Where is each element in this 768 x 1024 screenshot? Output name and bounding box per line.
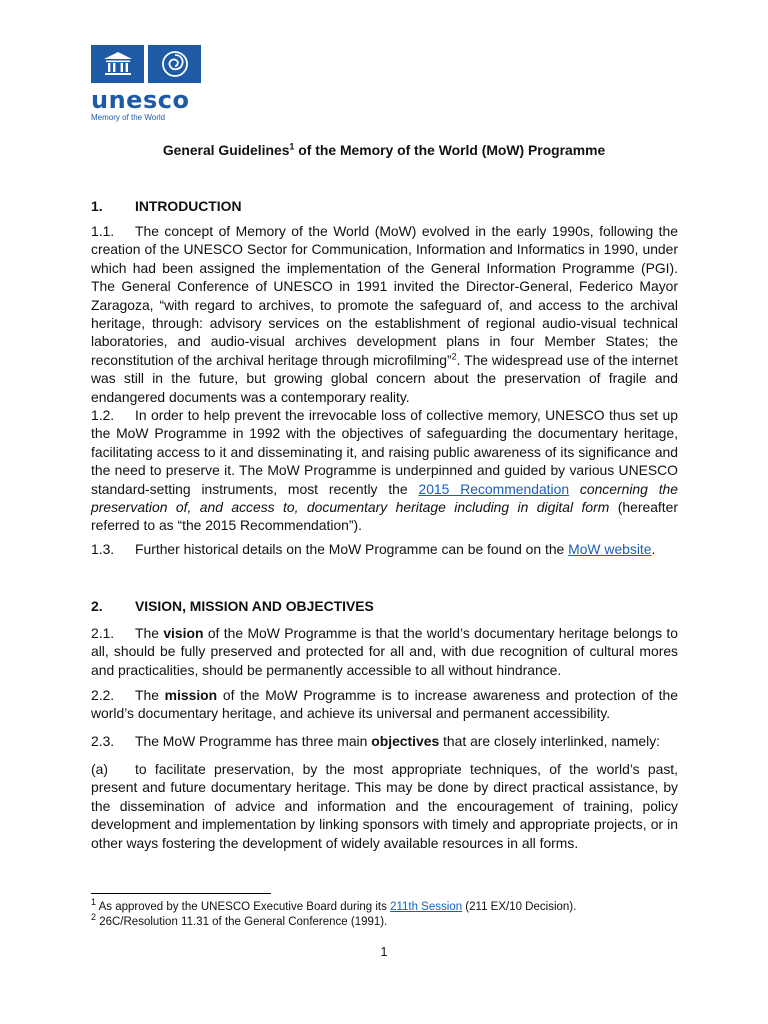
footnote-2: $^2$ 26C/Resolution 11.31 of the General Conference (1991). bbox=[91, 912, 388, 928]
section-heading-introduction: 1. INTRODUCTION bbox=[91, 198, 242, 214]
footnote-divider bbox=[91, 893, 271, 894]
paragraph-1-1: 1.1. The concept of Memory of the World (MoW) evolved in the early 1990s, following the creation of the UNESCO Sector for Communication, Information and Informatics in 1990, under which had been assigned the implementation of the General Information Programme (PGI). The General Conference of UNESCO in 1991 invited the Director-General, Federico Mayor Zaragoza, “with regard to archives, to promote the safeguard of, and access to the archival heritage, through: advisory services on the establishment of regional audio-visual technical laboratories, and audio-visual archives development plans in four Member States; the reconstitution of the archival heritage through microfilming”$^2$. The widespread use of the internet was still in the future, but growing global concern about the preservation of fragile and endangered documents was a contemporary reality. bbox=[91, 223, 678, 405]
spiral-icon bbox=[148, 45, 201, 83]
recommendation-link[interactable]: 2015 Recommendation bbox=[418, 480, 570, 497]
paragraph-2-2: 2.2. The mission of the MoW Programme is to increase awareness and protection of the world’s documentary heritage, and achieve its universal and permanent accessibility. bbox=[91, 687, 678, 722]
section-heading-vision: 2. VISION, MISSION AND OBJECTIVES bbox=[91, 598, 374, 614]
paragraph-1-3: 1.3. Further historical details on the MoW Programme can be found on the MoW website. bbox=[91, 541, 656, 557]
logo-subtitle: Memory of the World bbox=[91, 113, 166, 122]
footnote-1: $^1$ As approved by the UNESCO Executive Board during its 211th Session (211 EX/10 Decision). bbox=[91, 897, 577, 913]
logo-wordmark: unesco bbox=[91, 86, 190, 114]
objective-a: (a) to facilitate preservation, by the most appropriate techniques, of the world’s past, present and future documentary heritage. This may be done by direct practical assistance, by the dissemination of advice and information and the encouragement of training, policy development and implementation by linking sponsors with timely and appropriate projects, or in other ways fostering the development of widely available resources in all forms. bbox=[91, 761, 678, 851]
mow-website-link[interactable]: MoW website bbox=[568, 541, 652, 557]
page-number: 1 bbox=[380, 945, 388, 959]
temple-icon bbox=[91, 45, 144, 83]
paragraph-2-3: 2.3. The MoW Programme has three main objectives that are closely interlinked, namely: bbox=[91, 733, 660, 749]
session-211-link[interactable]: 211th Session bbox=[390, 901, 463, 913]
footnote-ref-1[interactable]: 1 bbox=[289, 141, 295, 152]
footnote-ref-2[interactable]: 2 bbox=[451, 351, 457, 362]
document-title: General Guidelines$^1$ of the Memory of the World (MoW) Programme bbox=[162, 141, 606, 158]
paragraph-2-1: 2.1. The vision of the MoW Programme is that the world’s documentary heritage belongs to all, should be fully preserved and protected for all and, with due recognition of cultural mores and practicalities, should be permanently accessible to all without hindrance. bbox=[91, 625, 678, 678]
unesco-logo bbox=[91, 45, 201, 125]
paragraph-1-2: 1.2. In order to help prevent the irrevocable loss of collective memory, UNESCO thus set up the MoW Programme in 1992 with the objectives of safeguarding the documentary heritage, facilitating access to it and disseminating it, and raising public awareness of its significance and the need to preserve it. The MoW Programme is underpinned and guided by various UNESCO standard-setting instruments, most recently the 2015 Recommendation concerning the preservation of, and access to, documentary heritage including in digital form (hereafter referred to as “the 2015 Recommendation”). bbox=[91, 407, 679, 534]
